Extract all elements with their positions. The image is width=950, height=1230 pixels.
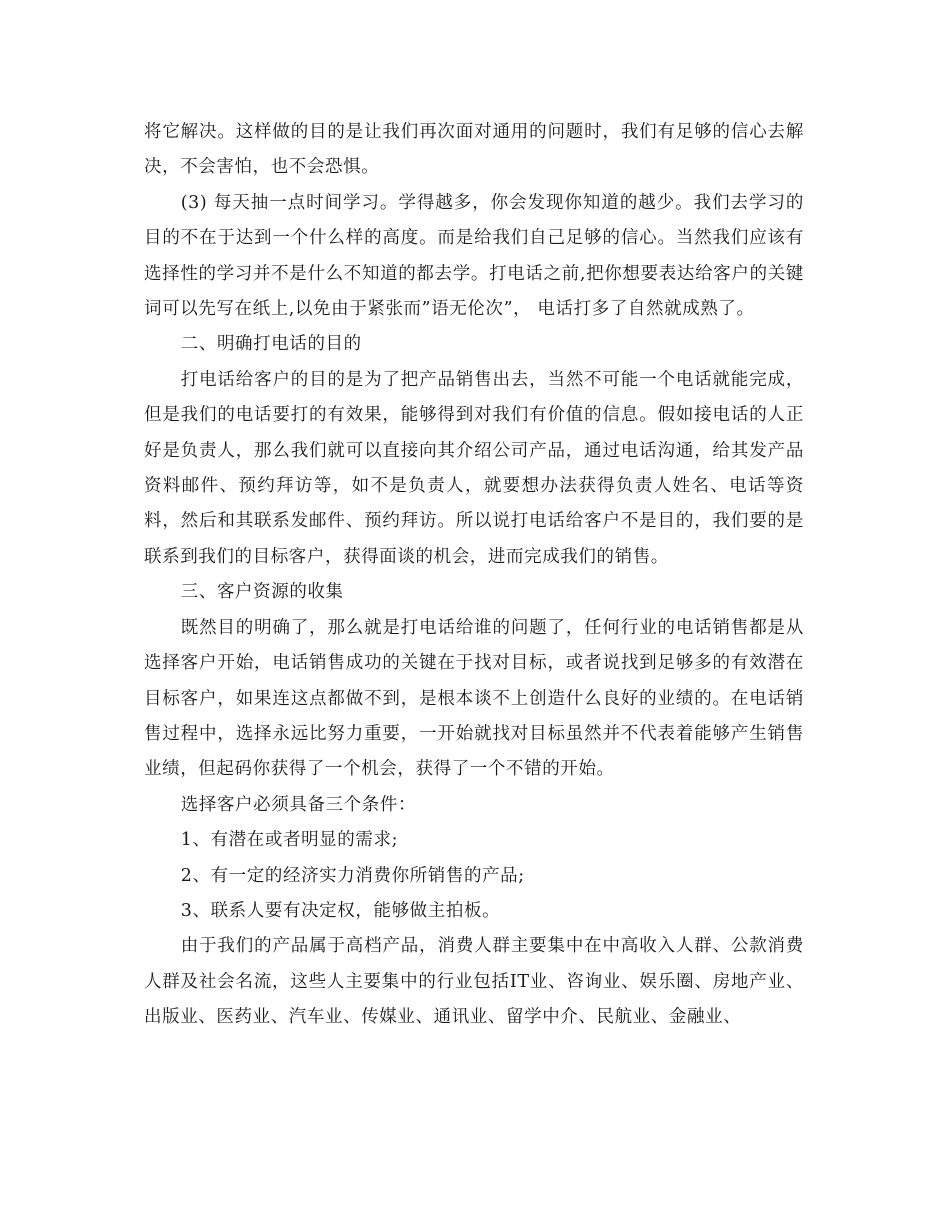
paragraph-continuation: 将它解决。这样做的目的是让我们再次面对通用的问题时，我们有足够的信心去解决，不会害怕，也不会恐惧。 xyxy=(144,122,804,178)
paragraph-conditions-intro: 选择客户必须具备三个条件： xyxy=(180,794,417,815)
document-body xyxy=(144,115,804,1036)
section-heading-call-purpose: 二、明确打电话的目的 xyxy=(180,334,362,355)
paragraph-call-purpose: 打电话给客户的目的是为了把产品销售出去，当然不可能一个电话就能完成，但是我们的电话要打的有效果，能够得到对我们有价值的信息。假如接电话的人正好是负责人，那么我们就可以直接向其介绍公司产品，通过电话沟通，给其发产品资料邮件、预约拜访等，如不是负责人，就要想办法获得负责人姓名、电话等资料，然后和其联系发邮件、预约拜访。所以说打电话给客户不是目的，我们要的是联系到我们的目标客户，获得面谈的机会，进而完成我们的销售。 xyxy=(144,369,804,567)
paragraph-customer-selection: 既然目的明确了，那么就是打电话给谁的问题了，任何行业的电话销售都是从选择客户开始，电话销售成功的关键在于找对目标，或者说找到足够多的有效潜在目标客户，如果连这点都做不到，是根本谈不上创造什么良好的业绩的。在电话销售过程中，选择永远比努力重要，一开始就找对目标虽然并不代表着能够产生销售业绩，但起码你获得了一个机会，获得了一个不错的开始。 xyxy=(144,617,804,780)
list-item-condition-2: 2、有一定的经济实力消费你所销售的产品; xyxy=(180,865,525,886)
list-item-condition-3: 3、联系人要有决定权，能够做主拍板。 xyxy=(180,900,501,921)
paragraph-target-industries: 由于我们的产品属于高档产品，消费人群主要集中在中高收入人群、公款消费人群及社会名流，这些人主要集中的行业包括IT业、咨询业、娱乐圈、房地产业、出版业、医药业、汽车业、传媒业、通讯业、留学中介、民航业、金融业、 xyxy=(144,936,804,1028)
list-item-condition-1: 1、有潜在或者明显的需求; xyxy=(180,830,399,851)
section-heading-customer-resources: 三、客户资源的收集 xyxy=(180,582,344,603)
paragraph-study-tip: (3) 每天抽一点时间学习。学得越多，你会发现你知道的越少。我们去学习的目的不在于达到一个什么样的高度。而是给我们自己足够的信心。当然我们应该有选择性的学习并不是什么不知道的都去学。打电话之前,把你想要表达给客户的关键词可以先写在纸上,以免由于紧张而”语无伦次”， 电话打多了自然就成熟了。 xyxy=(144,192,804,320)
